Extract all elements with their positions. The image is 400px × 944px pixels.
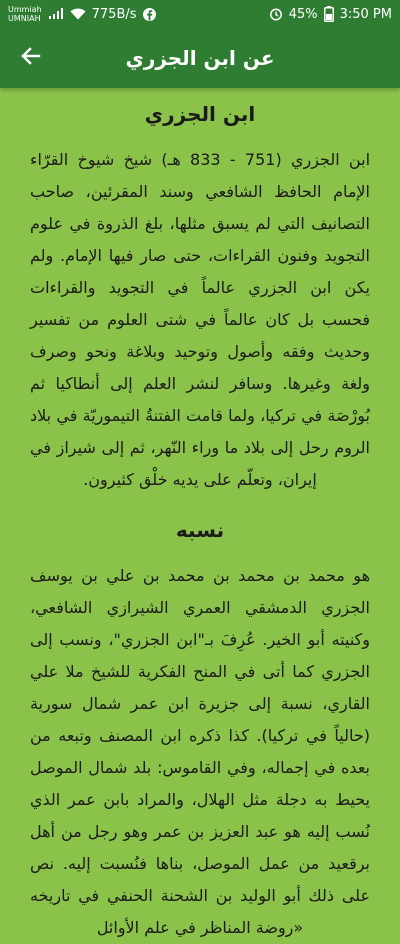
lineage-paragraph: هو محمد بن محمد بن محمد بن علي بن يوسف الجزري الدمشقي العمري الشيرازي الشافعي، وكنيته أبو الخير. عُرِفَ بـ"ابن الجزري"، ونسب إلى الجزري كما أتى في المنح الفكرية للشيخ ملا علي القاري، نسبة إلى جزيرة ابن عمر شمال سورية (حالياً في تركيا). كذا ذكره ابن المصنف وتبعه من بعده في إجماله، وفي القاموس: بلد شمال الموصل يحيط به دجلة مثل الهلال، والمراد بابن عمر الذي نُسب إليه هو عبد العزيز بن عمر وهو رجل من أهل برقعيد من عمل الموصل، بناها فنُسبت إليه. نص على ذلك أبو الوليد بن الشحنة الحنفي في تاريخه «روضة المناظر في علم الأوائل xyxy=(30,566,370,937)
biography-paragraph: ابن الجزري (751 - 833 هـ) شيخ شيوخ القرّاء الإمام الحافظ الشافعي وسند المقرئين، صاحب التصانيف التي لم يسبق مثلها، بلغ الذروة في علوم التجويد وفنون القراءات، حتى صار فيها الإمام. ولم يكن ابن الجزري عالماً في التجويد والقراءات فحسب بل كان عالماً في شتى العلوم من تفسير وحديث وفقه وأصول وتوحيد وبلاغة ونحو وصرف ولغة وغيرها. وسافر لنشر العلم إلى أنطاكيا ثم بُورْصَة في تركيا، ولما قامت الفتنةُ التيموريّة في بلاد الروم رحل إلى بلاد ما وراء النّهر، ثم إلى شيراز في إيران، وتعلّم على يديه خلْق كثيرون. xyxy=(30,150,371,489)
section-spacer xyxy=(30,496,370,518)
carrier-1-label: Ummiah xyxy=(8,5,42,14)
carrier-labels xyxy=(8,5,42,23)
arrow-back-icon xyxy=(19,45,41,71)
battery-icon xyxy=(324,6,334,22)
app-title: عن ابن الجزري xyxy=(125,46,275,70)
status-time: 3:50 PM xyxy=(339,6,392,22)
battery-percent: 45% xyxy=(288,6,318,22)
section-title-ibn-aljazari: ابن الجزري xyxy=(144,102,256,126)
status-left xyxy=(8,5,156,23)
content-scroll[interactable] xyxy=(0,88,400,937)
facebook-icon xyxy=(143,8,156,21)
wifi-icon xyxy=(70,8,86,20)
carrier-2-label: UMNIAH xyxy=(8,14,41,23)
status-right xyxy=(269,6,392,22)
signal-icon xyxy=(48,8,64,20)
network-speed: 775B/s xyxy=(91,6,137,22)
alarm-icon xyxy=(269,7,283,21)
app-bar xyxy=(0,28,400,88)
status-bar xyxy=(0,0,400,28)
back-button[interactable] xyxy=(12,40,48,76)
section-title-lineage: نسبه xyxy=(175,518,225,542)
